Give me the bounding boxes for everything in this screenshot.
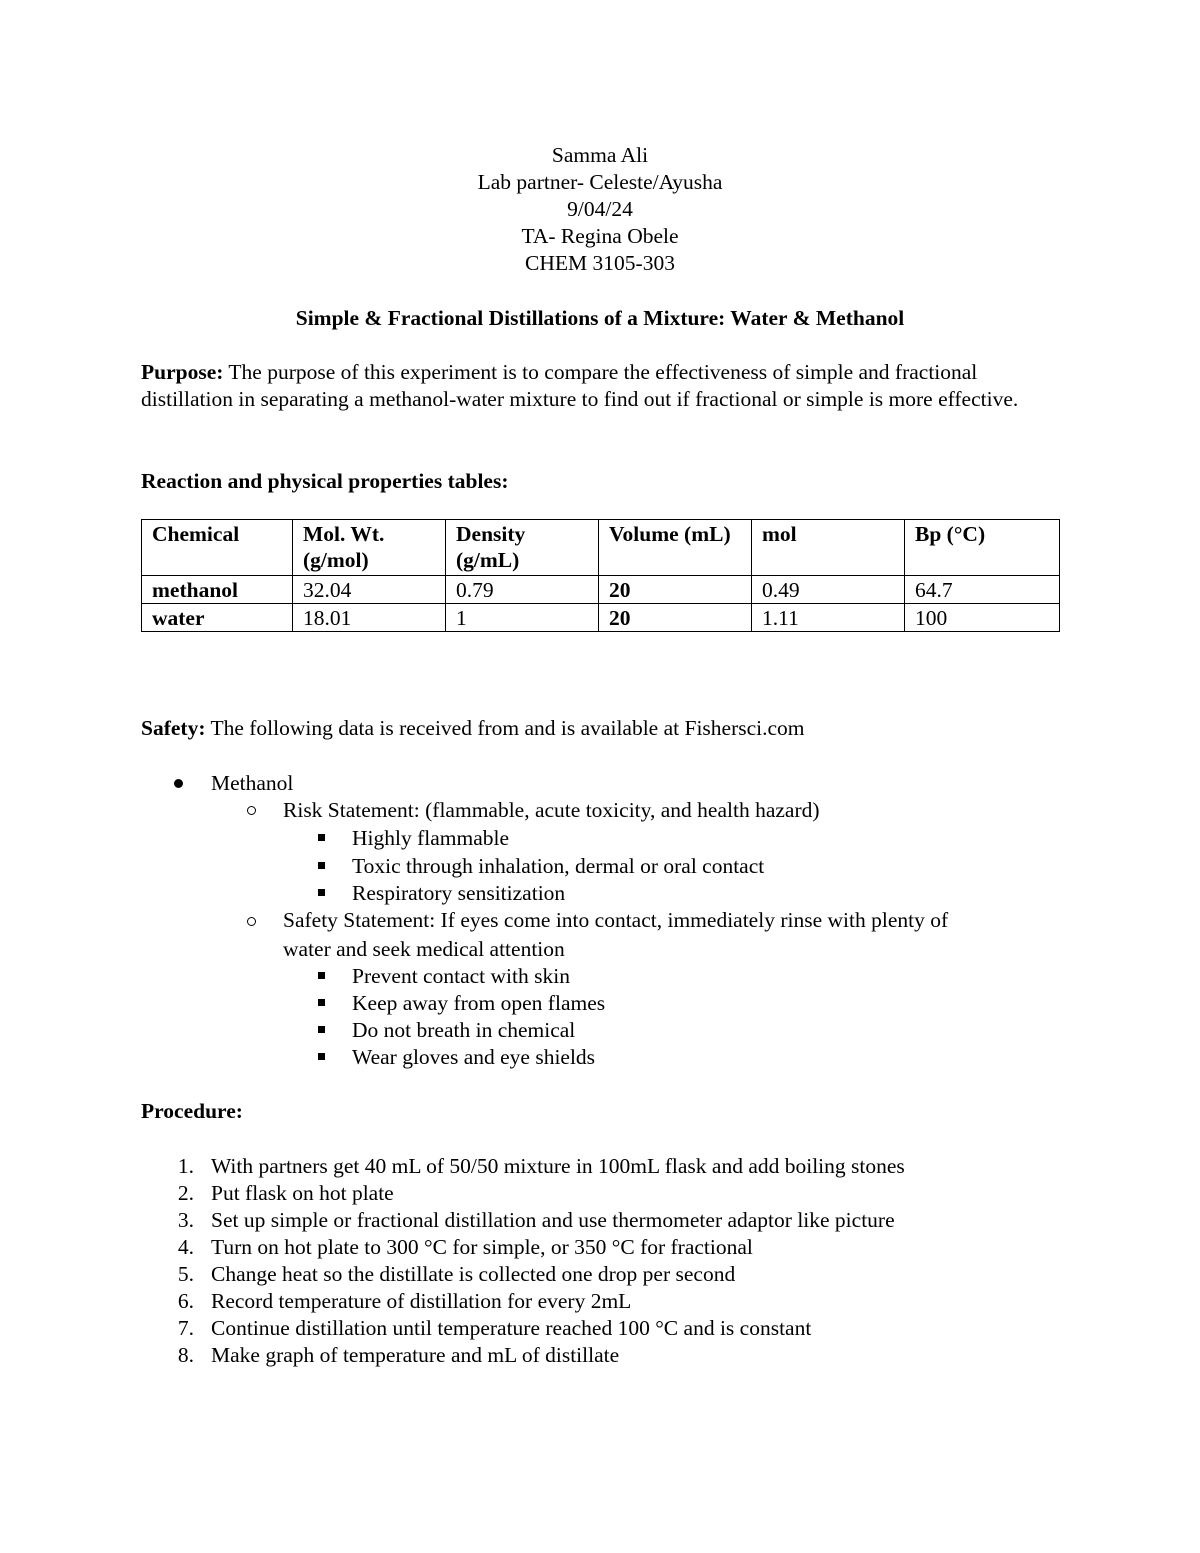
procedure-step: With partners get 40 mL of 50/50 mixture in 100mL flask and add boiling stones: [211, 1154, 905, 1178]
list-item: Highly flammable: [352, 826, 510, 850]
table-cell: 18.01: [293, 604, 446, 632]
procedure-step: Set up simple or fractional distillation and use thermometer adaptor like picture: [211, 1208, 895, 1232]
table-cell: 20: [599, 604, 752, 632]
purpose-label: Purpose:: [141, 360, 224, 384]
procedure-step: Change heat so the distillate is collected one drop per second: [211, 1262, 736, 1286]
step-number: 7.: [177, 1316, 194, 1340]
table-cell: 0.49: [752, 576, 905, 604]
table-cell: 64.7: [905, 576, 1060, 604]
table-cell: 0.79: [446, 576, 599, 604]
bullet-square-icon: [318, 889, 325, 896]
procedure-step: Record temperature of distillation for every 2mL: [211, 1289, 632, 1313]
step-number: 8.: [177, 1343, 194, 1367]
bullet-circle-icon: [247, 917, 256, 926]
lab-partner: Lab partner- Celeste/Ayusha: [477, 170, 723, 194]
table-row: [142, 576, 1060, 604]
teaching-assistant: TA- Regina Obele: [521, 224, 679, 248]
date: 9/04/24: [567, 197, 633, 221]
risk-statement: Risk Statement: (flammable, acute toxicity, and health hazard): [283, 798, 820, 822]
table-header-cell: mol: [752, 520, 905, 576]
list-item: Prevent contact with skin: [352, 964, 570, 988]
list-item: Respiratory sensitization: [352, 881, 566, 905]
table-cell: 1: [446, 604, 599, 632]
table-header-cell: Chemical: [142, 520, 293, 576]
bullet-square-icon: [318, 834, 325, 841]
properties-table: [141, 519, 1060, 632]
list-item: Toxic through inhalation, dermal or oral contact: [352, 854, 765, 878]
table-cell: 1.11: [752, 604, 905, 632]
bullet-square-icon: [318, 1026, 325, 1033]
table-header-cell: Bp (°C): [905, 520, 1060, 576]
table-cell: 20: [599, 576, 752, 604]
bullet-disc-icon: [174, 779, 183, 788]
step-number: 4.: [177, 1235, 194, 1259]
bullet-circle-icon: [247, 806, 256, 815]
procedure-step: Turn on hot plate to 300 °C for simple, or 350 °C for fractional: [211, 1235, 753, 1259]
table-cell-chemical: methanol: [142, 576, 293, 604]
bullet-square-icon: [318, 999, 325, 1006]
step-number: 3.: [177, 1208, 194, 1232]
purpose-paragraph: [141, 359, 1071, 413]
table-header-cell: Mol. Wt. (g/mol): [293, 520, 446, 576]
purpose-text: The purpose of this experiment is to compare the effectiveness of simple and fractional distillation in separating a methanol-water mixture to find out if fractional or simple is more effective.: [141, 360, 1019, 411]
list-item: Do not breath in chemical: [352, 1018, 576, 1042]
procedure-step: Make graph of temperature and mL of distillate: [211, 1343, 620, 1367]
bullet-square-icon: [318, 862, 325, 869]
header-block: [0, 142, 1200, 277]
procedure-heading: Procedure:: [141, 1099, 243, 1123]
safety-text: The following data is received from and is available at Fishersci.com: [205, 716, 805, 740]
table-cell: 32.04: [293, 576, 446, 604]
procedure-step: Continue distillation until temperature reached 100 °C and is constant: [211, 1316, 812, 1340]
table-cell-chemical: water: [142, 604, 293, 632]
table-header-cell: Volume (mL): [599, 520, 752, 576]
document-title: Simple & Fractional Distillations of a Mixture: Water & Methanol: [295, 306, 905, 330]
step-number: 2.: [177, 1181, 194, 1205]
course-code: CHEM 3105-303: [525, 251, 675, 275]
safety-intro: [141, 715, 805, 742]
bullet-square-icon: [318, 1053, 325, 1060]
step-number: 1.: [177, 1154, 194, 1178]
list-item: Wear gloves and eye shields: [352, 1045, 596, 1069]
step-number: 5.: [177, 1262, 194, 1286]
table-header-cell: Density (g/mL): [446, 520, 599, 576]
reaction-heading: Reaction and physical properties tables:: [141, 469, 509, 493]
step-number: 6.: [177, 1289, 194, 1313]
author-name: Samma Ali: [551, 143, 649, 167]
table-cell: 100: [905, 604, 1060, 632]
safety-statement-line-2: water and seek medical attention: [283, 937, 565, 961]
procedure-step: Put flask on hot plate: [211, 1181, 394, 1205]
table-row: [142, 604, 1060, 632]
safety-label: Safety:: [141, 716, 206, 740]
chemical-name: Methanol: [211, 771, 294, 795]
table-header-row: [142, 520, 1060, 576]
bullet-square-icon: [318, 972, 325, 979]
list-item: Keep away from open flames: [352, 991, 606, 1015]
safety-statement-line-1: Safety Statement: If eyes come into contact, immediately rinse with plenty of: [283, 908, 949, 932]
